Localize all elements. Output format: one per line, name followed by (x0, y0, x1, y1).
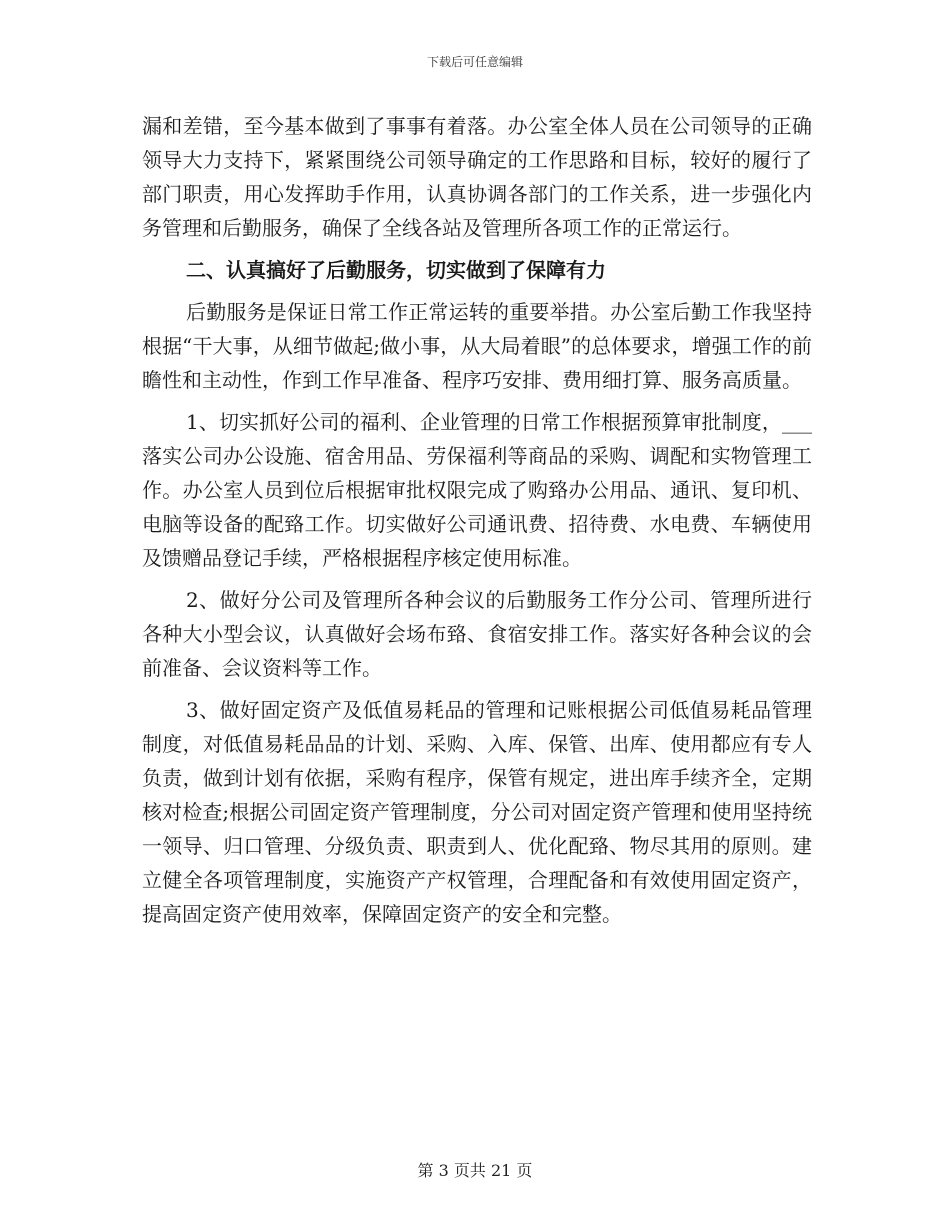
document-body (142, 109, 812, 939)
page-footer: 第 3 页共 21 页 (417, 1161, 533, 1180)
paragraph-1: 漏和差错，至今基本做到了事事有着落。办公室全体人员在公司领导的正确领导大力支持下，紧紧围绕公司领导确定的工作思路和目标，较好的履行了部门职责，用心发挥助手作用，认真协调各部门的工作关系，进一步强化内务管理和后勤服务，确保了全线各站及管理所各项工作的正常运行。 (142, 114, 812, 240)
paragraph-4: 2、做好分公司及管理所各种会议的后勤服务工作分公司、管理所进行各种大小型会议，认真做好会场布臵、食宿安排工作。落实好各种会议的会前准备、会议资料等工作。 (142, 588, 812, 680)
paragraph-5: 3、做好固定资产及低值易耗品的管理和记账根据公司低值易耗品管理制度，对低值易耗品品的计划、采购、入库、保管、出库、使用都应有专人负责，做到计划有依据，采购有程序，保管有规定，进出库手续齐全，定期核对检查;根据公司固定资产管理制度，分公司对固定资产管理和使用坚持统一领导、归口管理、分级负责、职责到人、优化配臵、物尽其用的原则。建立健全各项管理制度，实施资产产权管理，合理配备和有效使用固定资产，提高固定资产使用效率，保障固定资产的安全和完整。 (142, 698, 812, 926)
paragraph-3: 1、切实抓好公司的福利、企业管理的日常工作根据预算审批制度，___落实公司办公设施、宿舍用品、劳保福利等商品的采购、调配和实物管理工作。办公室人员到位后根据审批权限完成了购臵办公用品、通讯、复印机、电脑等设备的配臵工作。切实做好公司通讯费、招待费、水电费、车辆使用及馈赠品登记手续，严格根据程序核定使用标准。 (142, 410, 812, 570)
paragraph-2: 后勤服务是保证日常工作正常运转的重要举措。办公室后勤工作我坚持根据“干大事，从细节做起;做小事，从大局着眼”的总体要求，增强工作的前瞻性和主动性，作到工作早准备、程序巧安排、费用细打算、服务高质量。 (142, 300, 812, 392)
page-header: 下载后可任意编辑 (426, 55, 523, 69)
section-heading-2: 二、认真搞好了后勤服务，切实做到了保障有力 (186, 258, 606, 282)
